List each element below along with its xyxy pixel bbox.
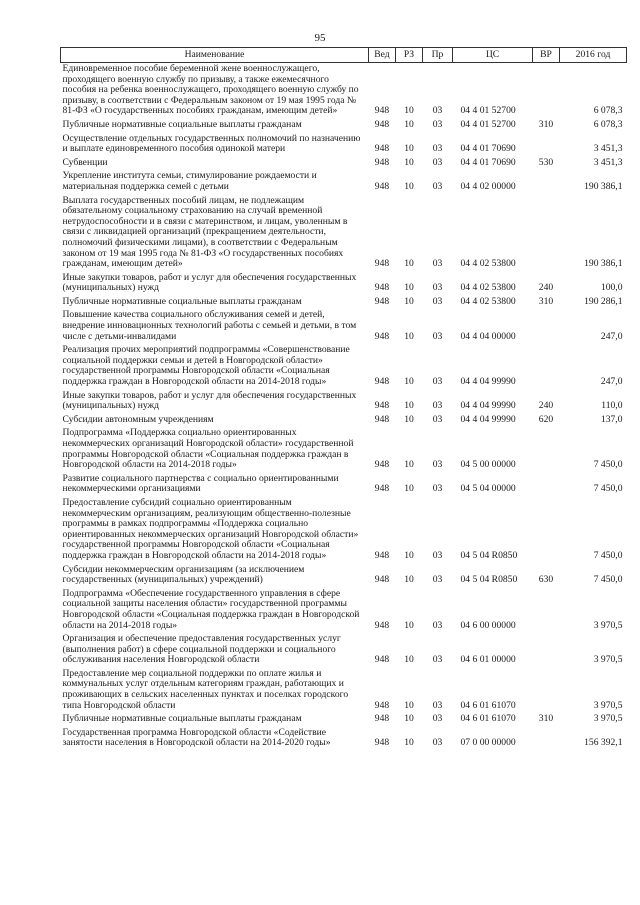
row-rz: 10: [404, 737, 414, 749]
row-vr: [533, 309, 560, 344]
row-rz: 10: [404, 105, 414, 117]
row-cs: 04 4 02 53800: [460, 282, 516, 294]
header-rz: РЗ: [396, 48, 423, 63]
row-cs: 04 4 01 52700: [460, 105, 516, 117]
row-cs: 04 6 01 61070: [460, 699, 516, 711]
row-cs: 04 5 04 00000: [460, 483, 516, 495]
row-name: Субсидии некоммерческим организациям (за исключением государственных (муниципальных) учреждений): [62, 563, 305, 586]
page-number: 95: [314, 32, 326, 44]
header-ved: Вед: [369, 48, 396, 63]
row-ved: 948: [374, 737, 390, 749]
row-rz: 10: [404, 400, 414, 412]
row-cs: 04 4 02 00000: [460, 180, 516, 192]
row-name: Иные закупки товаров, работ и услуг для обеспечения государственных (муниципальных) нужд: [62, 389, 357, 412]
row-name: Единовременное пособие беременной жене военнослужащего, проходящего военную службу по призыву, а также ежемесячного пособия на ребенка военнослужащего, проходящего военную службу по призыву, в соответствии с Федеральным законом от 19 мая 1995 года № 81-ФЗ «О государственных пособиях гражданам, имеющим детей»: [62, 63, 359, 117]
row-pr: 03: [432, 574, 443, 586]
row-name: Государственная программа Новгородской области «Содействие занятости населения в Новгородской области на 2014-2020 годы»: [62, 726, 331, 749]
row-amount: 247,0: [600, 330, 623, 342]
row-amount: 3 451,3: [593, 156, 623, 168]
table-row: [61, 497, 627, 564]
table-row: [61, 272, 627, 296]
row-vr: 310: [538, 713, 554, 725]
row-name: Иные закупки товаров, работ и услуг для обеспечения государственных (муниципальных) нужд: [62, 271, 357, 294]
row-ved: 948: [374, 156, 390, 168]
row-pr: 03: [432, 459, 443, 471]
row-vr: [533, 195, 560, 272]
row-ved: 948: [374, 143, 390, 155]
row-rz: 10: [404, 654, 414, 666]
row-vr: [533, 344, 560, 389]
row-vr: 630: [538, 574, 554, 586]
header-pr: Пр: [423, 48, 453, 63]
row-name: Выплата государственных пособий лицам, не подлежащим обязательному социальному страхованию на случай временной нетрудоспособности и в связи с материнством, и лицам, уволенным в связи с ликвидацией организаций (прекращением деятельности, полномочий физическими лицами), в соответствии с Федеральным законом от 19 мая 1995 года № 81-ФЗ «О государственных пособиях гражданам, имеющим детей»: [62, 194, 348, 270]
row-amount: 247,0: [600, 376, 623, 388]
row-ved: 948: [374, 400, 390, 412]
row-rz: 10: [404, 376, 414, 388]
row-vr: [533, 633, 560, 668]
table-row: [61, 157, 627, 171]
row-vr: [533, 668, 560, 713]
row-rz: 10: [404, 483, 414, 495]
row-vr: 310: [538, 118, 554, 130]
row-name: Подпрограмма «Обеспечение государственного управления в сфере социальной защиты населения области» государственной программы Новгородской области «Социальная поддержка граждан в Новгородской области на 2014-2018 годы»: [62, 587, 360, 631]
table-row: [61, 133, 627, 157]
row-cs: 07 0 00 00000: [460, 737, 516, 749]
row-rz: 10: [404, 282, 414, 294]
row-name: Подпрограмма «Поддержка социально ориентированных некоммерческих организаций Новгородской области» государственной программы Новгородской области «Социальная поддержка граждан в Новгородской области на 2014-2018 годы»: [62, 427, 354, 471]
row-ved: 948: [374, 574, 390, 586]
row-amount: 7 450,0: [593, 483, 623, 495]
row-name: Предоставление субсидий социально ориентированным некоммерческим организациям, реализующим общественно-полезные программы в рамках подпрограммы «Поддержка социально ориентированных некоммерческих организаций Новгородской области» государственной программы Новгородской области «Социальная поддержка граждан в Новгородской области на 2014-2018 годы»: [62, 496, 359, 561]
row-name: Субсидии автономным учреждениям: [62, 413, 214, 425]
row-vr: 620: [538, 413, 554, 425]
row-vr: 530: [538, 156, 554, 168]
table-body: [61, 63, 627, 752]
row-vr: [533, 63, 560, 119]
row-pr: 03: [432, 737, 443, 749]
row-amount: 190 386,1: [584, 180, 623, 192]
table-row: [61, 119, 627, 133]
row-name: Повышение качества социального обслуживания семей и детей, внедрение инновационных технологий работы с семьей и детьми, в том числе с детьми-инвалидами: [62, 309, 357, 342]
header-vr: ВР: [533, 48, 560, 63]
row-ved: 948: [374, 295, 390, 307]
table-row: [61, 344, 627, 389]
row-vr: [533, 473, 560, 497]
header-cs: ЦС: [453, 48, 533, 63]
row-rz: 10: [404, 118, 414, 130]
row-cs: 04 5 04 R0850: [460, 574, 518, 586]
row-rz: 10: [404, 258, 414, 270]
row-amount: 7 450,0: [593, 574, 623, 586]
row-amount: 3 970,5: [593, 654, 623, 666]
row-ved: 948: [374, 376, 390, 388]
row-cs: 04 6 01 61070: [460, 713, 516, 725]
table-header-row: [61, 48, 627, 63]
table-row: [61, 414, 627, 428]
table-row: [61, 727, 627, 751]
row-rz: 10: [404, 180, 414, 192]
row-vr: [533, 497, 560, 564]
row-amount: 3 970,5: [593, 619, 623, 631]
row-amount: 3 451,3: [593, 143, 623, 155]
row-pr: 03: [432, 143, 443, 155]
row-pr: 03: [432, 295, 443, 307]
row-pr: 03: [432, 376, 443, 388]
row-vr: [533, 170, 560, 194]
row-pr: 03: [432, 118, 443, 130]
table-row: [61, 588, 627, 633]
table-row: [61, 473, 627, 497]
row-amount: 6 078,3: [593, 105, 623, 117]
header-name: Наименование: [61, 48, 369, 63]
row-amount: 6 078,3: [593, 118, 623, 130]
row-name: Развитие социального партнерства с социально ориентированными некоммерческими организациями: [62, 472, 339, 495]
row-rz: 10: [404, 459, 414, 471]
row-name: Укрепление института семьи, стимулирование рождаемости и материальная поддержка семей с детьми: [62, 170, 317, 192]
row-rz: 10: [404, 699, 414, 711]
row-vr: [533, 427, 560, 472]
table-row: [61, 309, 627, 344]
table-row: [61, 713, 627, 727]
row-name: Публичные нормативные социальные выплаты гражданам: [62, 118, 302, 130]
row-cs: 04 4 02 53800: [460, 295, 516, 307]
row-pr: 03: [432, 282, 443, 294]
row-cs: 04 4 04 99990: [460, 413, 516, 425]
row-rz: 10: [404, 330, 414, 342]
row-ved: 948: [374, 180, 390, 192]
row-pr: 03: [432, 619, 443, 631]
row-amount: 190 386,1: [584, 258, 623, 270]
row-name: Осуществление отдельных государственных полномочий по назначению и выплате единовременного пособия одинокой матери: [62, 132, 361, 155]
row-amount: 137,0: [600, 413, 623, 425]
row-pr: 03: [432, 413, 443, 425]
row-pr: 03: [432, 156, 443, 168]
row-ved: 948: [374, 330, 390, 342]
row-ved: 948: [374, 713, 390, 725]
row-ved: 948: [374, 413, 390, 425]
row-name: Субвенции: [62, 156, 108, 168]
row-cs: 04 4 04 00000: [460, 330, 516, 342]
row-pr: 03: [432, 400, 443, 412]
row-vr: 240: [538, 282, 554, 294]
row-pr: 03: [432, 105, 443, 117]
row-cs: 04 4 01 52700: [460, 118, 516, 130]
row-amount: 7 450,0: [593, 549, 623, 561]
row-rz: 10: [404, 713, 414, 725]
row-name: Организация и обеспечение предоставления государственных услуг (выполнения работ) в сфере социальной поддержки и социального обслуживания населения Новгородской области: [62, 633, 341, 666]
row-name: Предоставление мер социальной поддержки по оплате жилья и коммунальных услуг отдельным категориям граждан, работающих и проживающих в сельских населенных пунктах и поселках городского типа Новгородской области: [62, 667, 349, 711]
row-name: Публичные нормативные социальные выплаты гражданам: [62, 295, 302, 307]
row-ved: 948: [374, 459, 390, 471]
row-cs: 04 4 01 70690: [460, 156, 516, 168]
table-row: [61, 195, 627, 272]
row-vr: 310: [538, 295, 554, 307]
row-cs: 04 4 01 70690: [460, 143, 516, 155]
row-rz: 10: [404, 143, 414, 155]
table-row: [61, 296, 627, 310]
header-year: 2016 год: [560, 48, 627, 63]
row-cs: 04 4 02 53800: [460, 258, 516, 270]
row-amount: 3 970,5: [593, 713, 623, 725]
row-vr: 240: [538, 400, 554, 412]
row-rz: 10: [404, 619, 414, 631]
row-amount: 3 970,5: [593, 699, 623, 711]
table-row: [61, 63, 627, 119]
row-ved: 948: [374, 118, 390, 130]
row-pr: 03: [432, 699, 443, 711]
row-vr: [533, 727, 560, 751]
row-vr: [533, 588, 560, 633]
row-amount: 110,0: [601, 400, 623, 412]
row-pr: 03: [432, 483, 443, 495]
row-cs: 04 5 00 00000: [460, 459, 516, 471]
row-amount: 100,0: [600, 282, 623, 294]
row-cs: 04 5 04 R0850: [460, 549, 518, 561]
row-rz: 10: [404, 413, 414, 425]
table-row: [61, 668, 627, 713]
row-cs: 04 4 04 99990: [460, 376, 516, 388]
row-pr: 03: [432, 330, 443, 342]
budget-table: [60, 47, 627, 751]
row-rz: 10: [404, 295, 414, 307]
table-row: [61, 390, 627, 414]
row-cs: 04 6 00 00000: [460, 619, 516, 631]
row-name: Публичные нормативные социальные выплаты гражданам: [62, 713, 302, 725]
row-pr: 03: [432, 654, 443, 666]
row-ved: 948: [374, 654, 390, 666]
row-pr: 03: [432, 180, 443, 192]
row-rz: 10: [404, 156, 414, 168]
row-pr: 03: [432, 713, 443, 725]
row-ved: 948: [374, 258, 390, 270]
row-pr: 03: [432, 549, 443, 561]
row-ved: 948: [374, 619, 390, 631]
row-cs: 04 4 04 99990: [460, 400, 516, 412]
row-vr: [533, 133, 560, 157]
row-amount: 190 286,1: [584, 295, 623, 307]
row-ved: 948: [374, 483, 390, 495]
table-row: [61, 170, 627, 194]
row-ved: 948: [374, 105, 390, 117]
row-ved: 948: [374, 282, 390, 294]
row-rz: 10: [404, 574, 414, 586]
row-name: Реализация прочих мероприятий подпрограммы «Совершенствование социальной поддержки семьи и детей в Новгородской области» государственной программы Новгородской области «Социальная поддержка граждан в Новгородской области на 2014-2018 годы»: [62, 344, 350, 388]
row-cs: 04 6 01 00000: [460, 654, 516, 666]
row-ved: 948: [374, 699, 390, 711]
row-ved: 948: [374, 549, 390, 561]
row-rz: 10: [404, 549, 414, 561]
row-amount: 7 450,0: [593, 459, 623, 471]
table-row: [61, 633, 627, 668]
row-amount: 156 392,1: [584, 737, 623, 749]
table-row: [61, 564, 627, 588]
row-pr: 03: [432, 258, 443, 270]
table-row: [61, 427, 627, 472]
